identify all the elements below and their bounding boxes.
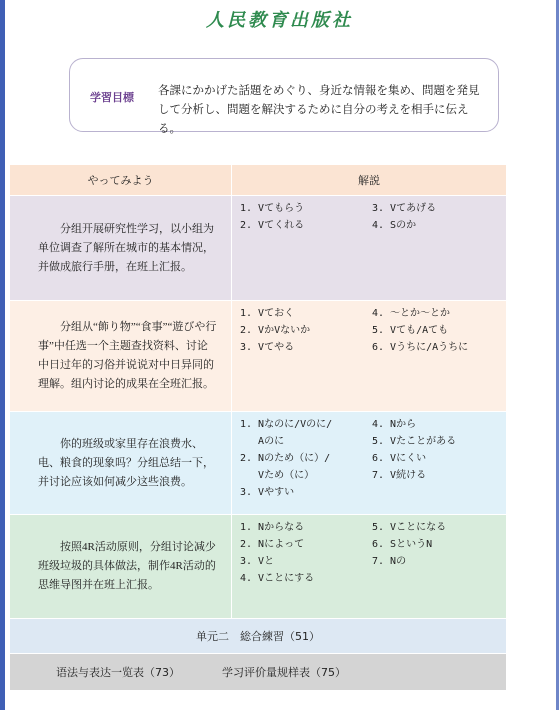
grammar-item: 2. Nのため（に）/ [240,453,331,464]
unit-table [9,164,507,691]
footer-cell [10,654,507,691]
activity-cell: 按照4R活动原则，分组讨论减少班级垃圾的具体做法，制作4R活动的思维导图并在班上汇报。 [10,515,232,619]
grammar-item: 2. VかVないか [240,325,311,336]
footer-link-grammar-list: 语法与表达一览表（73） [56,666,180,679]
grammar-item: 1. Nなのに/Vのに/ [240,419,333,430]
grammar-item: 3. Vやすい [240,487,295,498]
table-row [10,515,507,619]
grammar-item: 6. Vうちに/Aうちに [372,342,469,353]
grammar-item: 1. Nからなる [240,522,305,533]
grammar-item: 4. Sのか [372,220,417,231]
grammar-item: 4. Vことにする [240,573,315,584]
grammar-item: Vため（に） [240,470,315,481]
summary-row [10,619,507,654]
grammar-item: 2. Vてくれる [240,220,305,231]
explanation-cell [232,515,507,619]
footer-link-assessment-rubric: 学习评价量规样表（75） [222,666,346,679]
table-row [10,301,507,412]
footer-row [10,654,507,691]
grammar-item: 1. Vてもらう [240,203,305,214]
table-header-row [10,165,507,196]
explanation-cell [232,301,507,412]
learning-goal-box [69,58,499,135]
unit-summary: 单元二 総合練習（51） [10,619,507,654]
grammar-item: 5. Vことになる [372,522,447,533]
grammar-item: 6. SというN [372,539,433,550]
activity-cell: 你的班级或家里存在浪费水、电、粮食的现象吗？分组总结一下，并讨论应该如何减少这些浪费。 [10,412,232,515]
grammar-item: 3. Vと [240,556,275,567]
header-explanation: 解説 [232,165,507,196]
table-row [10,196,507,301]
grammar-item: 6. Vにくい [372,453,427,464]
activity-cell: 分组从“飾り物”“食事”“遊びや行事”中任选一个主题查找资料、讨论中日过年的习俗并说说对中日异同的理解。组内讨论的成果在全班汇报。 [10,301,232,412]
activity-cell: 分组开展研究性学习，以小组为单位调查了解所在城市的基本情况，并做成旅行手册，在班上汇报。 [10,196,232,301]
grammar-item: 3. Vてやる [240,342,295,353]
grammar-item: 5. Vても/Aても [372,325,449,336]
grammar-item: 4. Nから [372,419,417,430]
grammar-item: 7. Nの [372,556,407,567]
publisher-logo: 人民教育出版社 [206,10,353,31]
grammar-item: 7. V続ける [372,470,427,481]
grammar-item: 3. Vてあげる [372,203,437,214]
explanation-cell [232,412,507,515]
grammar-item: 5. Vたことがある [372,436,457,447]
page-frame-left [0,0,5,710]
header-activity: やってみよう [10,165,232,196]
learning-goal-label: 学習目標 [90,91,134,104]
table-row [10,412,507,515]
learning-goal-text: 各課にかかげた話題をめぐり、身近な情報を集め、問題を発見して分析し、問題を解決するために自分の考えを相手に伝える。 [158,83,480,135]
grammar-item: Aのに [240,436,285,447]
explanation-cell [232,196,507,301]
grammar-item: 2. Nによって [240,539,305,550]
grammar-item: 4. ～とか～とか [372,308,451,319]
grammar-item: 1. Vておく [240,308,295,319]
